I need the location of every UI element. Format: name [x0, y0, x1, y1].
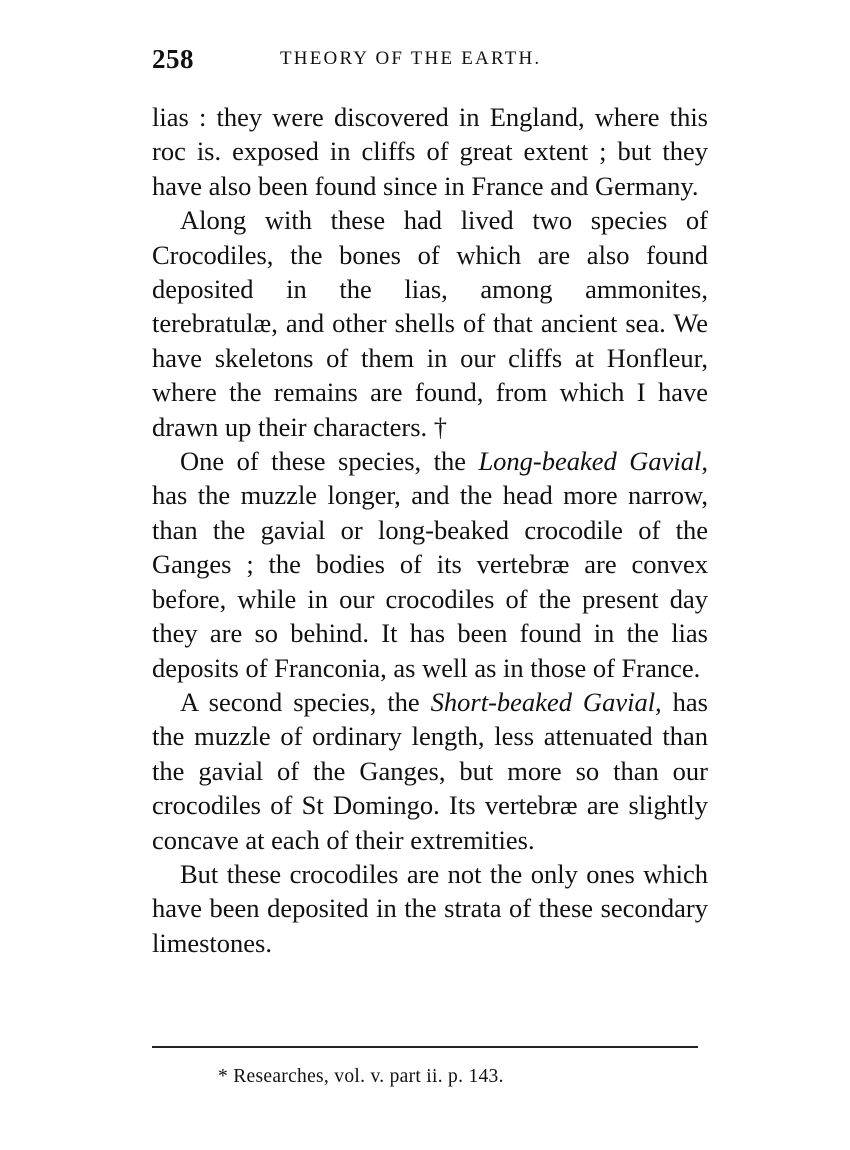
paragraph-3-text-b: has the muzzle longer, and the head more narrow, than the gavial or long-beaked crocodile of the Ganges ; the bodies of its vertebræ are convex before, while in our crocodiles of the present day they are so behind. It has been found in the lias deposits of Franconia, as well as in those of France.: [152, 480, 708, 683]
page-header: [152, 44, 708, 80]
page-number: 258: [152, 44, 194, 74]
footnote-divider: [152, 1046, 698, 1048]
paragraph-2-text: Along with these had lived two species of Crocodiles, the bones of which are also found deposited in the lias, among ammonites, terebratulæ, and other shells of that ancient sea. We have skeletons of them in our cliffs at Honfleur, where the remains are found, from which I have drawn up their characters. †: [152, 205, 708, 442]
paragraph-4-italic-term: Short-beaked Gavial,: [430, 686, 662, 717]
paragraph-3-text-a: One of these species, the: [180, 446, 479, 477]
paragraph-2: [152, 203, 708, 444]
footnote: * Researches, vol. v. part ii. p. 143.: [218, 1066, 504, 1087]
paragraph-4-text-a: A second species, the: [180, 686, 431, 717]
paragraph-3: [152, 444, 708, 685]
paragraph-4-text-b: has the muzzle of ordinary length, less attenuated than the gavial of the Ganges, but more so than our crocodiles of St Domingo. Its vertebræ are slightly concave at each of their extremities.: [152, 686, 708, 855]
running-head: THEORY OF THE EARTH.: [280, 48, 542, 69]
body-text: [152, 100, 708, 960]
paragraph-4: [152, 685, 708, 857]
paragraph-1-text: lias : they were discovered in England, where this roc is. exposed in cliffs of great extent ; but they have also been found since in France and Germany.: [152, 102, 708, 201]
paragraph-5-text: But these crocodiles are not the only ones which have been deposited in the strata of these secondary limestones.: [152, 858, 708, 958]
paragraph-5: [152, 857, 708, 960]
paragraph-1: [152, 100, 708, 203]
paragraph-3-italic-term: Long-beaked Gavial,: [478, 446, 708, 477]
